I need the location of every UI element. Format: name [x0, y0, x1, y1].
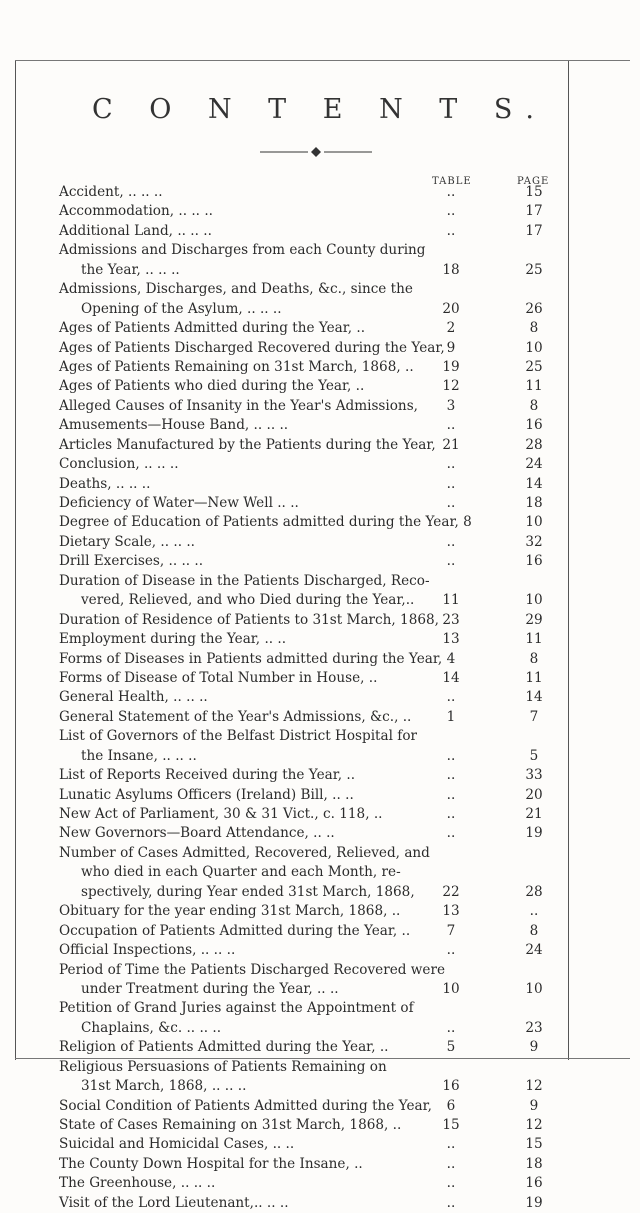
toc-page-number: 9: [529, 1097, 539, 1114]
toc-row: [59, 377, 579, 396]
toc-entry-text: The Greenhouse, .. .. ..: [59, 1175, 216, 1192]
toc-entry-text: Petition of Grand Juries against the Appointment of: [59, 1000, 414, 1017]
toc-row: [59, 436, 579, 455]
toc-entry-text: Dietary Scale, .. .. ..: [59, 533, 195, 550]
toc-page-number: 8: [529, 650, 539, 667]
toc-row: [59, 941, 579, 960]
toc-table-number: ..: [446, 203, 456, 220]
toc-entry-text: Chaplains, &c. .. .. ..: [81, 1019, 222, 1036]
toc-row: [59, 319, 579, 338]
toc-row: [59, 883, 579, 902]
toc-row: [59, 688, 579, 707]
toc-entry-text: Degree of Education of Patients admitted during the Year, 8: [59, 514, 472, 531]
column-header-page: PAGE: [517, 176, 550, 187]
toc-entry-text: who died in each Quarter and each Month, re-: [81, 864, 401, 881]
toc-table-number: ..: [446, 553, 456, 570]
toc-page-number: 25: [525, 358, 543, 375]
toc-row: [59, 1038, 579, 1057]
toc-row: [59, 766, 579, 785]
toc-entry-text: Forms of Diseases in Patients admitted during the Year,: [59, 650, 443, 667]
toc-table-number: ..: [446, 222, 456, 239]
toc-table-number: 15: [442, 1117, 460, 1133]
toc-page-number: 11: [525, 631, 543, 648]
toc-page-number: 16: [525, 553, 543, 570]
toc-page-number: 11: [525, 378, 543, 395]
toc-row: [59, 455, 579, 474]
toc-table-number: 23: [442, 611, 460, 628]
toc-table-number: 21: [442, 436, 460, 453]
toc-row: [59, 416, 579, 435]
toc-page-number: 8: [529, 922, 539, 939]
toc-entry-text: Period of Time the Patients Discharged Recovered were: [59, 961, 445, 978]
toc-page-number: 11: [525, 669, 543, 686]
toc-row: [59, 961, 579, 980]
toc-table-number: 3: [446, 397, 456, 414]
toc-table-number: 9: [446, 339, 456, 356]
toc-page-number: ..: [529, 903, 539, 920]
toc-table-number: ..: [446, 475, 456, 492]
toc-table-number: ..: [446, 806, 456, 822]
toc-table-number: 20: [442, 300, 460, 317]
toc-table-number: ..: [446, 767, 456, 784]
toc-table-number: ..: [446, 942, 456, 959]
toc-entry-text: New Act of Parliament, 30 & 31 Vict., c. 118, ..: [59, 806, 383, 822]
toc-row: [59, 202, 579, 221]
toc-page-number: 28: [525, 436, 543, 453]
toc-entry-text: Duration of Residence of Patients to 31st March, 1868,: [59, 611, 439, 628]
toc-entry-text: Social Condition of Patients Admitted during the Year,: [59, 1097, 432, 1114]
toc-table-number: ..: [446, 184, 456, 200]
toc-row: [59, 922, 579, 941]
toc-entry-text: spectively, during Year ended 31st March, 1868,: [81, 883, 415, 900]
toc-entry-text: Forms of Disease of Total Number in House, ..: [59, 669, 378, 686]
toc-page-number: 24: [525, 456, 543, 473]
toc-page-number: 25: [525, 261, 543, 278]
toc-entry-text: under Treatment during the Year, .. ..: [81, 980, 339, 997]
toc-table-number: ..: [446, 456, 456, 473]
toc-page-number: 10: [525, 514, 543, 531]
toc-page-number: 24: [525, 942, 543, 959]
toc-row: [59, 980, 579, 999]
toc-entry-text: General Health, .. .. ..: [59, 689, 208, 706]
toc-table-number: 19: [442, 358, 460, 375]
toc-entry-text: Occupation of Patients Admitted during the Year, ..: [59, 922, 411, 939]
toc-page-number: 23: [525, 1019, 543, 1036]
toc-entry-text: Additional Land, .. .. ..: [59, 222, 212, 239]
toc-entry-text: Lunatic Asylums Officers (Ireland) Bill, .. ..: [59, 786, 354, 803]
toc-row: [59, 513, 579, 532]
toc-table-number: 16: [442, 1078, 460, 1095]
toc-page-number: 15: [525, 1136, 543, 1153]
toc-row: [59, 1155, 579, 1174]
toc-table-number: ..: [446, 1019, 456, 1036]
toc-page-number: 10: [525, 592, 543, 609]
toc-page-number: 19: [525, 1194, 543, 1211]
toc-row: [59, 1077, 579, 1096]
toc-table-number: 18: [442, 261, 460, 278]
toc-page-number: 21: [525, 806, 543, 822]
toc-table-number: 2: [446, 320, 456, 337]
toc-table-number: 11: [442, 592, 460, 609]
toc-page-number: 5: [529, 747, 539, 764]
toc-entry-text: Articles Manufactured by the Patients during the Year,: [59, 436, 436, 453]
toc-page-number: 17: [525, 222, 543, 239]
toc-table-number: 13: [442, 903, 460, 920]
toc-entry-text: the Insane, .. .. ..: [81, 747, 197, 764]
toc-entry-text: Ages of Patients Discharged Recovered during the Year,: [59, 339, 445, 356]
toc-page-number: 8: [529, 320, 539, 337]
toc-row: [59, 786, 579, 805]
toc-row: [59, 747, 579, 766]
toc-row: [59, 1135, 579, 1154]
toc-row: [59, 1174, 579, 1193]
toc-page-number: 18: [525, 495, 543, 511]
toc-table-number: ..: [446, 1155, 456, 1172]
toc-row: [59, 902, 579, 921]
toc-row: [59, 611, 579, 630]
toc-row: [59, 241, 579, 260]
toc-row: [59, 727, 579, 746]
toc-row: [59, 397, 579, 416]
toc-table-number: 12: [442, 378, 460, 395]
toc-page-number: 33: [525, 767, 543, 784]
toc-row: [59, 1097, 579, 1116]
toc-row: [59, 1019, 579, 1038]
ornament-divider: [260, 146, 372, 158]
toc-row: [59, 630, 579, 649]
page-border-left: [15, 60, 16, 1060]
toc-page-number: 7: [529, 708, 539, 725]
toc-table-number: ..: [446, 786, 456, 803]
toc-row: [59, 300, 579, 319]
contents-list: [59, 183, 579, 1213]
toc-entry-text: Accident, .. .. ..: [59, 184, 163, 200]
toc-entry-text: Admissions and Discharges from each County during: [59, 242, 426, 259]
toc-table-number: ..: [446, 689, 456, 706]
toc-entry-text: Religious Persuasions of Patients Remaining on: [59, 1058, 387, 1075]
toc-page-number: 10: [525, 980, 543, 997]
toc-table-number: ..: [446, 1175, 456, 1192]
toc-table-number: 5: [446, 1039, 456, 1056]
toc-page-number: 15: [525, 184, 543, 200]
toc-entry-text: Ages of Patients Remaining on 31st March, 1868, ..: [59, 358, 414, 375]
toc-page-number: 29: [525, 611, 543, 628]
toc-page-number: 9: [529, 1039, 539, 1056]
toc-entry-text: Official Inspections, .. .. ..: [59, 942, 236, 959]
toc-row: [59, 708, 579, 727]
toc-page-number: 10: [525, 339, 543, 356]
page-title: C O N T E N T S.: [92, 94, 548, 125]
toc-table-number: 7: [446, 922, 456, 939]
toc-entry-text: Employment during the Year, .. ..: [59, 631, 287, 648]
toc-entry-text: Number of Cases Admitted, Recovered, Relieved, and: [59, 844, 430, 861]
toc-row: [59, 280, 579, 299]
toc-row: [59, 358, 579, 377]
toc-entry-text: Conclusion, .. .. ..: [59, 456, 179, 473]
toc-page-number: 16: [525, 417, 543, 434]
toc-row: [59, 222, 579, 241]
toc-table-number: 10: [442, 980, 460, 997]
toc-entry-text: vered, Relieved, and who Died during the Year,..: [81, 592, 415, 609]
toc-entry-text: Accommodation, .. .. ..: [59, 203, 213, 220]
toc-row: [59, 591, 579, 610]
toc-row: [59, 339, 579, 358]
toc-row: [59, 1194, 579, 1213]
toc-row: [59, 824, 579, 843]
toc-entry-text: Ages of Patients who died during the Year, ..: [59, 378, 365, 395]
toc-table-number: ..: [446, 1136, 456, 1153]
toc-page-number: 19: [525, 825, 543, 842]
toc-entry-text: the Year, .. .. ..: [81, 261, 180, 278]
toc-page-number: 28: [525, 883, 543, 900]
toc-page-number: 16: [525, 1175, 543, 1192]
toc-table-number: 14: [442, 669, 460, 686]
toc-entry-text: Opening of the Asylum, .. .. ..: [81, 300, 282, 317]
toc-row: [59, 261, 579, 280]
toc-row: [59, 650, 579, 669]
toc-page-number: 8: [529, 397, 539, 414]
toc-table-number: ..: [446, 1194, 456, 1211]
toc-table-number: 4: [446, 650, 456, 667]
toc-entry-text: Duration of Disease in the Patients Discharged, Reco-: [59, 572, 430, 589]
toc-entry-text: Religion of Patients Admitted during the Year, ..: [59, 1039, 389, 1056]
toc-table-number: ..: [446, 825, 456, 842]
page-border-top: [15, 60, 630, 61]
toc-entry-text: Suicidal and Homicidal Cases, .. ..: [59, 1136, 295, 1153]
toc-row: [59, 533, 579, 552]
toc-entry-text: Ages of Patients Admitted during the Year, ..: [59, 320, 366, 337]
toc-page-number: 12: [525, 1117, 543, 1133]
toc-page-number: 17: [525, 203, 543, 220]
toc-entry-text: Alleged Causes of Insanity in the Year's Admissions,: [59, 397, 418, 414]
toc-page-number: 14: [525, 689, 543, 706]
toc-row: [59, 805, 579, 824]
toc-row: [59, 844, 579, 863]
toc-table-number: ..: [446, 495, 456, 511]
toc-table-number: 13: [442, 631, 460, 648]
toc-page-number: 32: [525, 533, 543, 550]
toc-page-number: 26: [525, 300, 543, 317]
toc-table-number: 6: [446, 1097, 456, 1114]
toc-row: [59, 183, 579, 202]
toc-row: [59, 475, 579, 494]
toc-row: [59, 669, 579, 688]
column-header-table: TABLE: [432, 176, 472, 187]
toc-entry-text: State of Cases Remaining on 31st March, 1868, ..: [59, 1117, 402, 1133]
toc-row: [59, 1058, 579, 1077]
toc-entry-text: Visit of the Lord Lieutenant,.. .. ..: [59, 1194, 289, 1211]
toc-entry-text: List of Reports Received during the Year, ..: [59, 767, 356, 784]
toc-row: [59, 1116, 579, 1135]
toc-entry-text: Admissions, Discharges, and Deaths, &c., since the: [59, 281, 413, 298]
toc-row: [59, 999, 579, 1018]
toc-page-number: 14: [525, 475, 543, 492]
toc-entry-text: General Statement of the Year's Admissions, &c., ..: [59, 708, 412, 725]
toc-page-number: 18: [525, 1155, 543, 1172]
toc-row: [59, 552, 579, 571]
toc-entry-text: Obituary for the year ending 31st March, 1868, ..: [59, 903, 401, 920]
toc-page-number: 20: [525, 786, 543, 803]
toc-entry-text: Deficiency of Water—New Well .. ..: [59, 495, 299, 511]
toc-row: [59, 863, 579, 882]
toc-page-number: 12: [525, 1078, 543, 1095]
toc-entry-text: The County Down Hospital for the Insane, ..: [59, 1155, 363, 1172]
toc-entry-text: Amusements—House Band, .. .. ..: [59, 417, 289, 434]
toc-row: [59, 494, 579, 513]
toc-entry-text: List of Governors of the Belfast District Hospital for: [59, 728, 418, 745]
toc-entry-text: Drill Exercises, .. .. ..: [59, 553, 204, 570]
toc-table-number: 1: [446, 708, 456, 725]
toc-table-number: ..: [446, 747, 456, 764]
toc-entry-text: 31st March, 1868, .. .. ..: [81, 1078, 247, 1095]
toc-table-number: ..: [446, 533, 456, 550]
toc-entry-text: Deaths, .. .. ..: [59, 475, 151, 492]
toc-row: [59, 572, 579, 591]
toc-entry-text: New Governors—Board Attendance, .. ..: [59, 825, 335, 842]
toc-table-number: 22: [442, 883, 460, 900]
toc-table-number: ..: [446, 417, 456, 434]
